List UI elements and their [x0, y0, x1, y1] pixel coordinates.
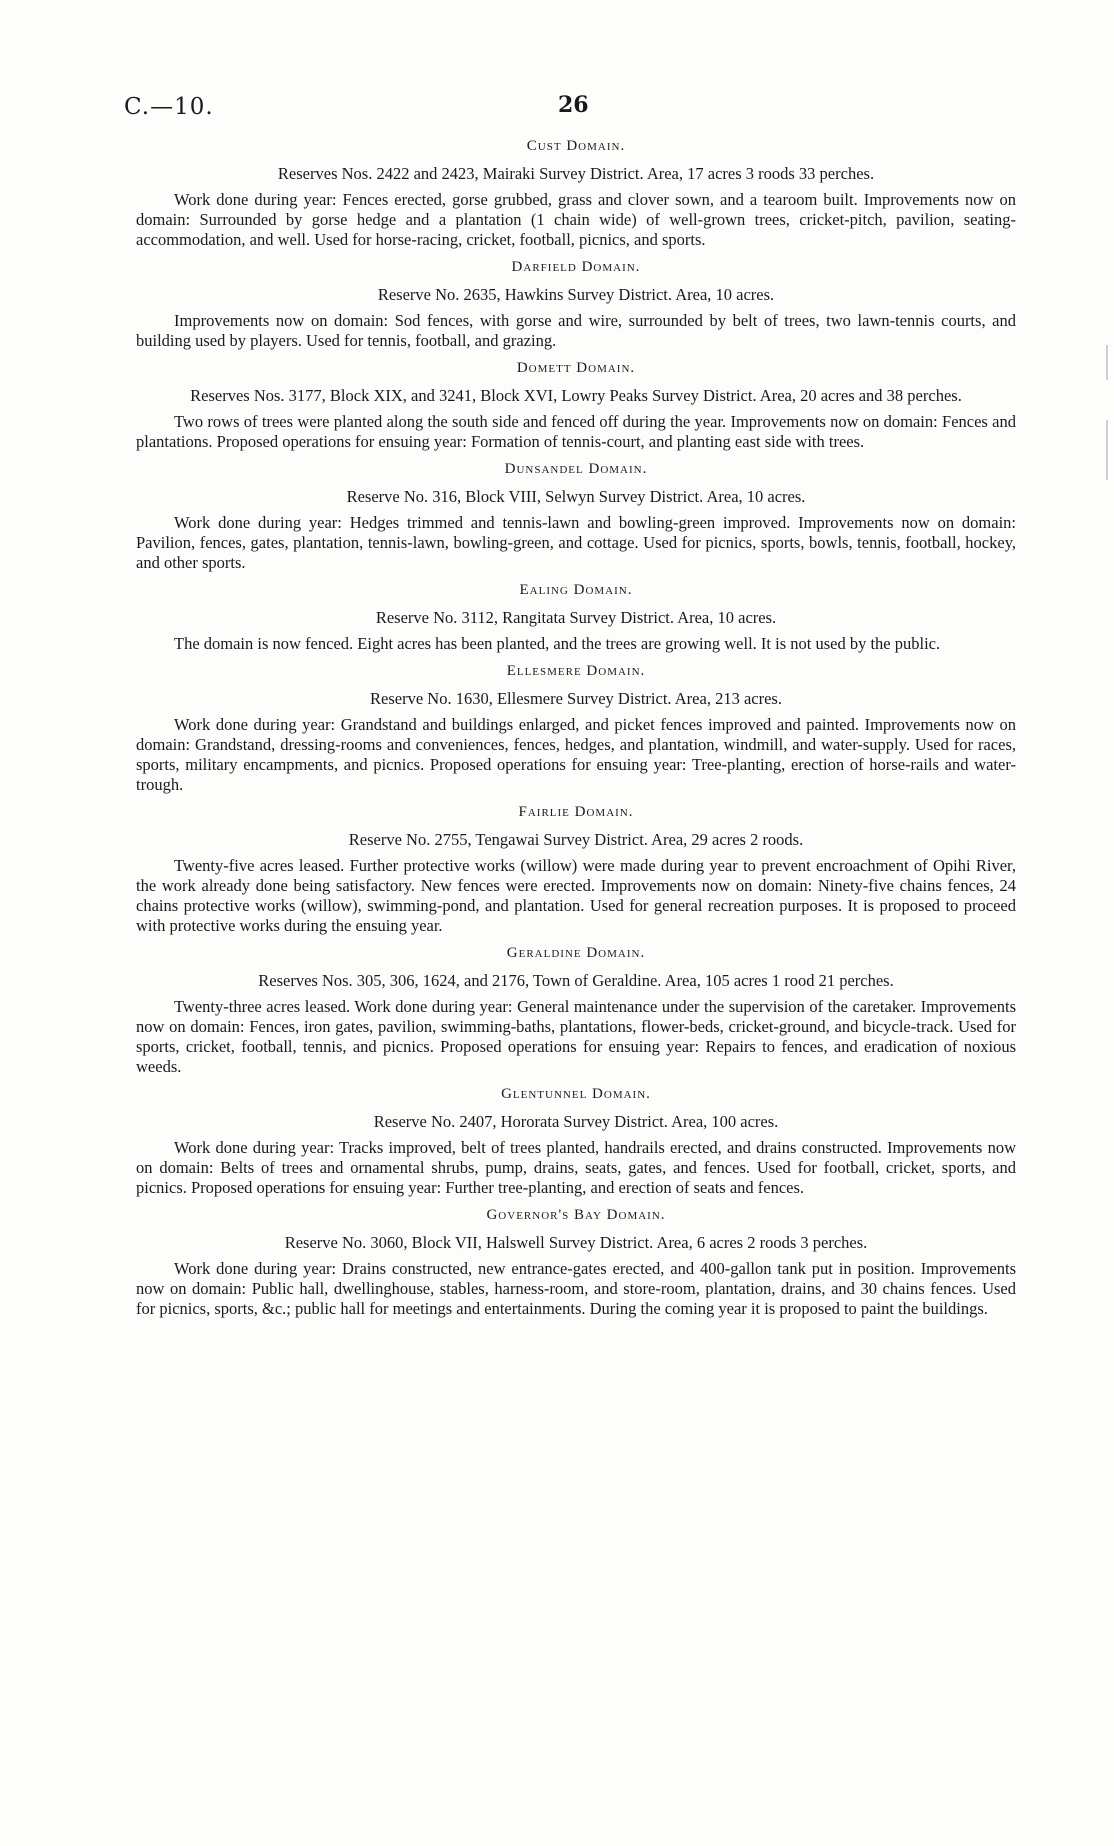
page-number: 26 — [558, 92, 589, 118]
domain-paragraph: Twenty-three acres leased. Work done during year: General maintenance under the supervision of the caretaker. Improvements now on domain: Fences, iron gates, pavilion, swimming-baths, plantations, flower-beds, cricket-ground, and bicycle-track. Used for sports, cricket, football, tennis, and picnics. Proposed operations for ensuing year: Repairs to fences, and eradication of noxious weeds. — [136, 997, 1016, 1076]
domain-section — [136, 257, 1016, 351]
domain-title: Darfield Domain. — [511, 259, 641, 275]
domain-title: Cust Domain. — [526, 138, 626, 154]
document-id: C.—10. — [124, 94, 214, 120]
domain-section — [136, 459, 1016, 573]
reserve-line: Reserves Nos. 3177, Block XIX, and 3241, Block XVI, Lowry Peaks Survey District. Area, 20 acres and 38 perches. — [190, 386, 962, 405]
domain-section — [136, 802, 1016, 936]
reserve-line: Reserve No. 2755, Tengawai Survey District. Area, 29 acres 2 roods. — [348, 830, 804, 849]
domain-title: Governor's Bay Domain. — [486, 1207, 666, 1223]
domain-section — [136, 1084, 1016, 1198]
domain-paragraph: Two rows of trees were planted along the south side and fenced off during the year. Improvements now on domain: Fences and plantations. Proposed operations for ensuing year: Formation of tennis-court, and planting east side with trees. — [136, 412, 1016, 451]
reserve-line: Reserves Nos. 305, 306, 1624, and 2176, Town of Geraldine. Area, 105 acres 1 rood 21 perches. — [258, 971, 894, 990]
domain-section — [136, 358, 1016, 452]
domain-paragraph: The domain is now fenced. Eight acres has been planted, and the trees are growing well. It is not used by the public. — [174, 634, 941, 653]
domain-title: Ellesmere Domain. — [506, 663, 646, 679]
scan-edge-mark — [1106, 420, 1108, 480]
domain-title: Domett Domain. — [516, 360, 636, 376]
domain-section — [136, 1205, 1016, 1319]
domain-title: Dunsandel Domain. — [504, 461, 648, 477]
domain-section — [136, 943, 1016, 1077]
domain-title: Fairlie Domain. — [518, 804, 634, 820]
reserve-line: Reserve No. 1630, Ellesmere Survey District. Area, 213 acres. — [370, 689, 782, 708]
domain-paragraph: Work done during year: Fences erected, gorse grubbed, grass and clover sown, and a tearoom built. Improvements now on domain: Surrounded by gorse hedge and a plantation (1 chain wide) of well-grown trees, cricket-pitch, pavilion, seating-accommodation, and well. Used for horse-racing, cricket, football, picnics, and sports. — [136, 190, 1016, 249]
page-body — [136, 136, 1016, 1326]
reserve-line: Reserve No. 3112, Rangitata Survey District. Area, 10 acres. — [375, 608, 777, 627]
domain-paragraph: Work done during year: Hedges trimmed and tennis-lawn and bowling-green improved. Improvements now on domain: Pavilion, fences, gates, plantation, tennis-lawn, bowling-green, and cottage. Used for picnics, sports, bowls, tennis, football, hockey, and other sports. — [136, 513, 1016, 572]
domain-title: Glentunnel Domain. — [501, 1086, 651, 1102]
domain-title: Ealing Domain. — [519, 582, 633, 598]
domain-section — [136, 136, 1016, 250]
reserve-line: Reserves Nos. 2422 and 2423, Mairaki Survey District. Area, 17 acres 3 roods 33 perches. — [277, 164, 875, 183]
page-header — [124, 94, 1024, 124]
domain-section — [136, 580, 1016, 654]
reserve-line: Reserve No. 2635, Hawkins Survey District. Area, 10 acres. — [377, 285, 775, 304]
reserve-line: Reserve No. 2407, Hororata Survey District. Area, 100 acres. — [373, 1112, 779, 1131]
domain-paragraph: Twenty-five acres leased. Further protective works (willow) were made during year to prevent encroachment of Opihi River, the work already done being satisfactory. New fences were erected. Improvements now on domain: Ninety-five chains fences, 24 chains protective works (willow), swimming-pond, and plantation. Used for general recreation purposes. It is proposed to proceed with protective works during the ensuing year. — [136, 856, 1016, 935]
domain-section — [136, 661, 1016, 795]
domain-paragraph: Improvements now on domain: Sod fences, with gorse and wire, surrounded by belt of trees, two lawn-tennis courts, and building used by players. Used for tennis, football, and grazing. — [136, 311, 1016, 350]
domain-title: Geraldine Domain. — [506, 945, 646, 961]
domain-paragraph: Work done during year: Tracks improved, belt of trees planted, handrails erected, and drains constructed. Improvements now on domain: Belts of trees and ornamental shrubs, pump, drains, seats, gates, and fences. Used for football, cricket, sports, and picnics. Proposed operations for ensuing year: Further tree-planting, and erection of seats and fences. — [136, 1138, 1016, 1197]
reserve-line: Reserve No. 3060, Block VII, Halswell Survey District. Area, 6 acres 2 roods 3 perches. — [284, 1233, 868, 1252]
reserve-line: Reserve No. 316, Block VIII, Selwyn Survey District. Area, 10 acres. — [346, 487, 806, 506]
domain-paragraph: Work done during year: Grandstand and buildings enlarged, and picket fences improved and painted. Improvements now on domain: Grandstand, dressing-rooms and conveniences, fences, hedges, and plantation, windmill, and water-supply. Used for races, sports, military encampments, and picnics. Proposed operations for ensuing year: Tree-planting, erection of horse-rails and water-trough. — [136, 715, 1016, 794]
scan-edge-mark — [1106, 345, 1108, 380]
domain-paragraph: Work done during year: Drains constructed, new entrance-gates erected, and 400-gallon tank put in position. Improvements now on domain: Public hall, dwellinghouse, stables, harness-room, and store-room, plantation, drains, and 30 chains fences. Used for picnics, sports, &c.; public hall for meetings and entertainments. During the coming year it is proposed to paint the buildings. — [136, 1259, 1016, 1318]
